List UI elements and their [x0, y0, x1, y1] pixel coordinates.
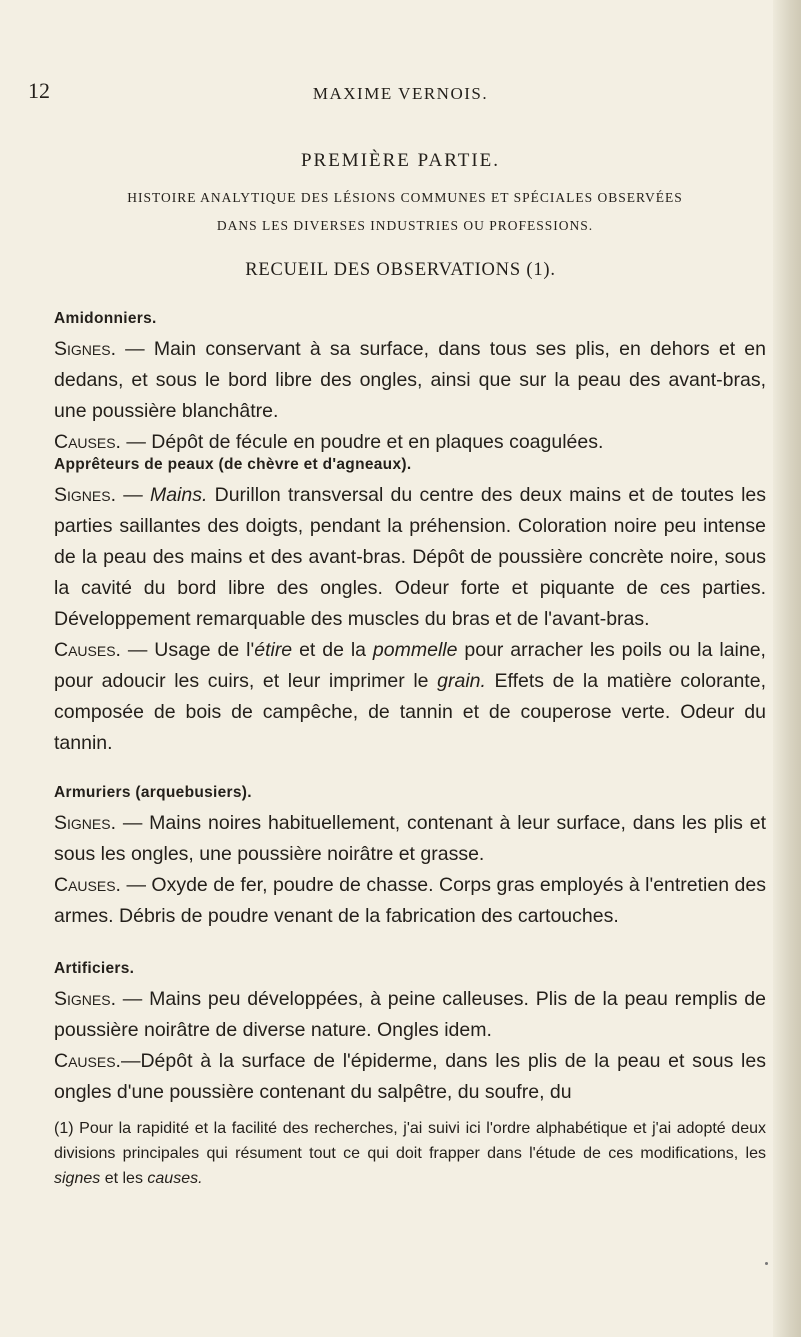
section-artificiers: [54, 960, 766, 1108]
causes-label: Causes.: [54, 1050, 121, 1072]
signes-paragraph: [54, 334, 766, 427]
causes-paragraph: [54, 870, 766, 932]
signes-pre: —: [116, 484, 150, 506]
causes-label: Causes.: [54, 874, 121, 896]
causes-label: Causes.: [54, 431, 121, 453]
section-appreteurs: [54, 456, 766, 759]
signes-text: — Main conservant à sa surface, dans tous ses plis, en dehors et en dedans, et sous le bord libre des ongles, ainsi que sur la peau des avant-bras, une poussière blanchâtre.: [54, 338, 766, 422]
footnote-text: (1) Pour la rapidité et la facilité des recherches, j'ai suivi ici l'ordre alphabétique et j'ai adopté deux divisions principales qui résument tout ce qui doit frapper dans l'étude de ces modifications, les: [54, 1120, 766, 1162]
page-edge: [773, 0, 801, 1337]
footnote-mid: et les: [100, 1170, 148, 1187]
footnote-italic-signes: signes: [54, 1170, 101, 1187]
signes-label: Signes.: [54, 484, 116, 506]
signes-italic: Mains.: [149, 484, 208, 506]
subtitle-line-1: HISTOIRE ANALYTIQUE DES LÉSIONS COMMUNES ET SPÉCIALES OBSERVÉES: [127, 190, 683, 205]
recueil-heading: RECUEIL DES OBSERVATIONS (1).: [245, 260, 556, 280]
causes-text-4: Effets de la matière colorante, composée de bois de campêche, de tannin et de couperose verte. Odeur du tannin.: [54, 670, 766, 754]
causes-text-3: pour arracher les poils ou la laine, pour adoucir les cuirs, et leur imprimer le: [54, 639, 766, 692]
causes-label: Causes.: [54, 639, 121, 661]
signes-paragraph: [54, 808, 766, 870]
section-amidonniers: [54, 310, 766, 458]
causes-italic-3: grain.: [437, 670, 486, 692]
signes-text: — Mains noires habituellement, contenant à leur surface, dans les plis et sous les ongles, une poussière noirâtre et grasse.: [54, 812, 766, 865]
running-head: MAXIME VERNOIS.: [312, 84, 489, 103]
signes-label: Signes.: [54, 988, 116, 1010]
signes-label: Signes.: [54, 812, 116, 834]
section-heading: Apprêteurs de peaux (de chèvre et d'agneaux).: [54, 456, 412, 473]
section-heading: Amidonniers.: [54, 310, 157, 327]
footnote-italic-causes: causes.: [147, 1170, 203, 1187]
causes-text: — Oxyde de fer, poudre de chasse. Corps gras employés à l'entretien des armes. Débris de poudre venant de la fabrication des cartouches.: [54, 874, 766, 927]
signes-paragraph: [54, 984, 766, 1046]
causes-italic-1: étire: [254, 639, 293, 661]
signes-label: Signes.: [54, 338, 116, 360]
speck-mark: [765, 1262, 768, 1265]
causes-text-2: et de la: [292, 639, 373, 661]
subtitle-line-2: DANS LES DIVERSES INDUSTRIES OU PROFESSIONS.: [216, 218, 594, 233]
causes-text-1: — Usage de l': [120, 639, 255, 661]
section-heading: Armuriers (arquebusiers).: [54, 784, 252, 801]
causes-paragraph: [54, 635, 766, 759]
causes-paragraph: [54, 1046, 766, 1108]
causes-text: — Dépôt de fécule en poudre et en plaques coagulées.: [120, 431, 604, 453]
footnote: [54, 1116, 766, 1191]
section-armuriers: [54, 784, 766, 932]
signes-text: Durillon transversal du centre des deux mains et de toutes les parties saillantes des doigts, pendant la préhension. Coloration noire peu intense de la peau des mains et des avant-bras. Dépôt de poussière concrète noire, sous la cavité du bord libre des ongles. Odeur forte et piquante de ces parties. Développement remarquable des muscles du bras et de l'avant-bras.: [54, 484, 767, 630]
signes-text: — Mains peu développées, à peine calleuses. Plis de la peau remplis de poussière noirâtre de diverse nature. Ongles idem.: [54, 988, 766, 1041]
section-heading: Artificiers.: [54, 960, 135, 977]
causes-text: —Dépôt à la surface de l'épiderme, dans les plis de la peau et sous les ongles d'une poussière contenant du salpêtre, du soufre, du: [54, 1050, 766, 1103]
part-title: PREMIÈRE PARTIE.: [300, 150, 501, 171]
signes-paragraph: [54, 480, 766, 635]
page-number: 12: [28, 78, 50, 103]
causes-italic-2: pommelle: [372, 639, 458, 661]
causes-paragraph: [54, 427, 766, 458]
